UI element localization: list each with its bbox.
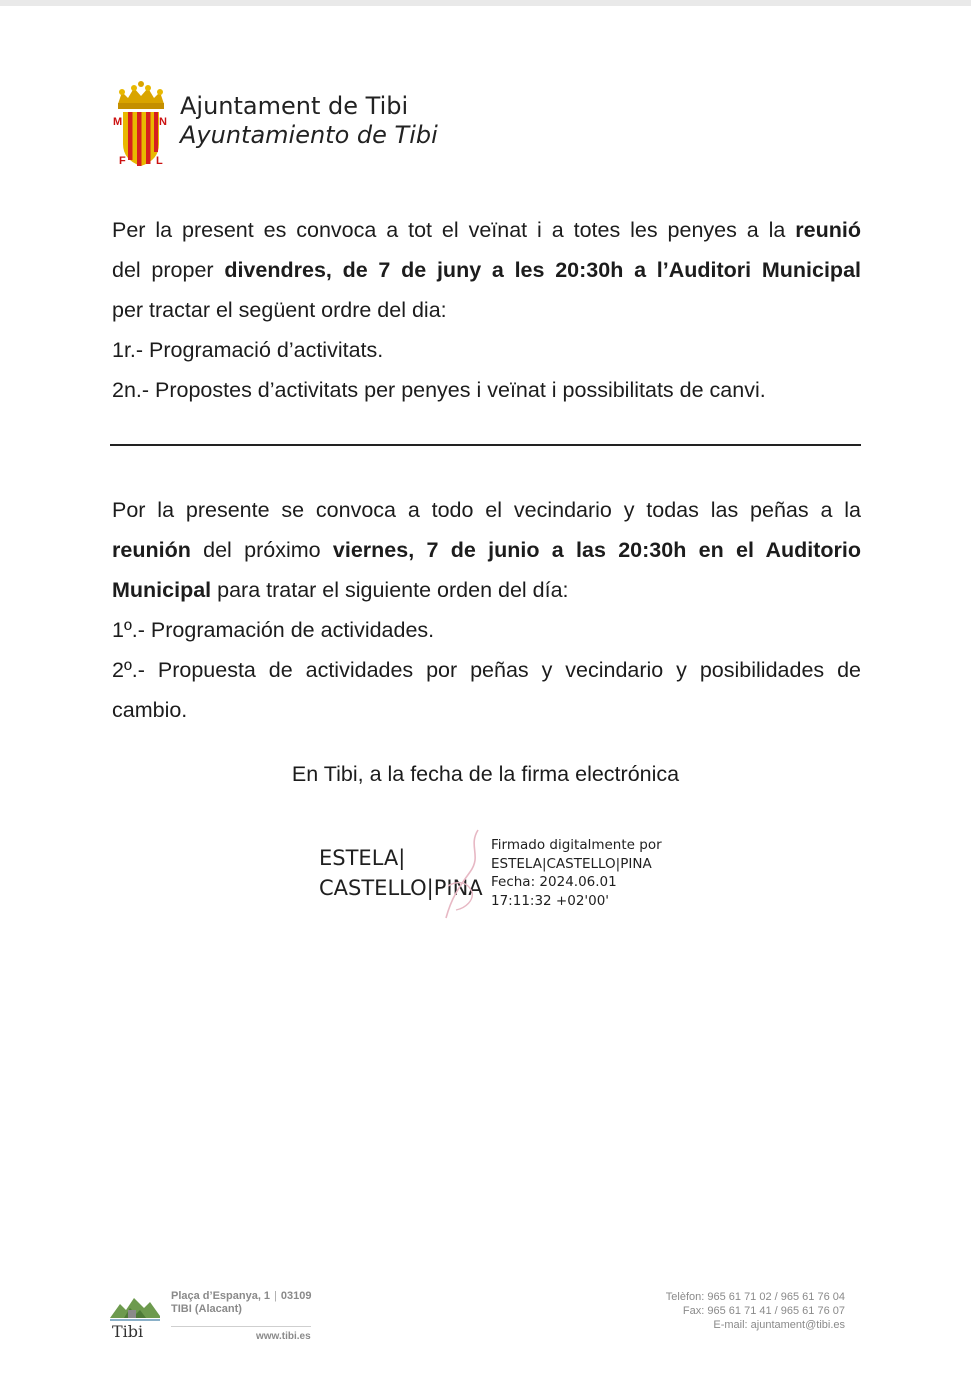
crest-letter-l: L: [156, 155, 163, 167]
signature-info-line-1: Firmado digitalmente por: [491, 837, 662, 853]
footer-address: [171, 1290, 312, 1316]
agenda-item-val-1: 1r.- Programació d’activitats.: [112, 338, 384, 362]
crest-letter-m: M: [113, 116, 123, 128]
crest-letter-f: F: [119, 155, 126, 167]
place-date: En Tibi, a la fecha de la firma electrónica: [291, 762, 680, 786]
letterhead: [112, 78, 438, 170]
footer-email[interactable]: E-mail: ajuntament@tibi.es: [713, 1319, 845, 1331]
notice-es-line-3: Municipal para tratar el siguiente orden del día:: [112, 578, 569, 602]
agenda-item-es-2: 2º.- Propuesta de actividades por peñas y vecindario y posibilidades de: [112, 658, 861, 682]
footer-rule: [171, 1326, 311, 1327]
footer-address-line-2: TIBI (Alacant): [171, 1303, 242, 1315]
footer-fax: Fax: 965 61 71 41 / 965 61 76 07: [682, 1305, 845, 1317]
section-divider: [110, 444, 861, 446]
org-name-valencian: Ajuntament de Tibi: [180, 92, 409, 120]
signature-info-line-2: ESTELA|CASTELLO|PINA: [491, 855, 652, 872]
signature-info-line-3: Fecha: 2024.06.01: [491, 874, 617, 890]
notice-es-line-1: Por la presente se convoca a todo el vecindario y todas las peñas a la: [112, 498, 861, 522]
footer-website-link[interactable]: www.tibi.es: [256, 1331, 311, 1342]
notice-spanish: [112, 490, 861, 730]
notice-es-line-2: reunión del próximo viernes, 7 de junio a las 20:30h en el Auditorio: [112, 538, 861, 562]
agenda-item-val-2: 2n.- Propostes d’activitats per penyes i veïnat i possibilitats de canvi.: [112, 378, 766, 402]
notice-valencian: [112, 210, 861, 410]
footer-logo-text: Tibi: [112, 1322, 144, 1341]
crest-letter-n: N: [159, 116, 167, 128]
footer-contact: [600, 1290, 845, 1332]
signer-name-line-2: CASTELLO|PINA: [319, 876, 483, 900]
signature-info-line-4: 17:11:32 +02'00': [491, 892, 610, 909]
notice-val-line-2: del proper divendres, de 7 de juny a les 20:30h a l’Auditori Municipal: [112, 258, 861, 282]
agenda-item-es-1: 1º.- Programación de actividades.: [112, 618, 435, 642]
footer-mountain-logo-icon: [110, 1294, 160, 1322]
signature-info: [491, 836, 662, 910]
signer-name-line-1: ESTELA|: [319, 846, 406, 870]
agenda-item-es-2-cont: cambio.: [112, 698, 188, 722]
notice-val-line-1: Per la present es convoca a tot el veïnat i a totes les penyes a la reunió: [112, 218, 861, 242]
footer-address-line-1: Plaça d’Espanya, 1 | 03109: [171, 1290, 312, 1302]
footer-phone: Telèfon: 965 61 71 02 / 965 61 76 04: [665, 1291, 845, 1303]
org-name-spanish: Ayuntamiento de Tibi: [180, 121, 438, 149]
crest-icon: [112, 78, 172, 170]
top-edge-bar: [0, 0, 971, 6]
digital-signature-mark-icon: [438, 826, 488, 924]
notice-val-line-3: per tractar el següent ordre del dia:: [112, 298, 447, 322]
